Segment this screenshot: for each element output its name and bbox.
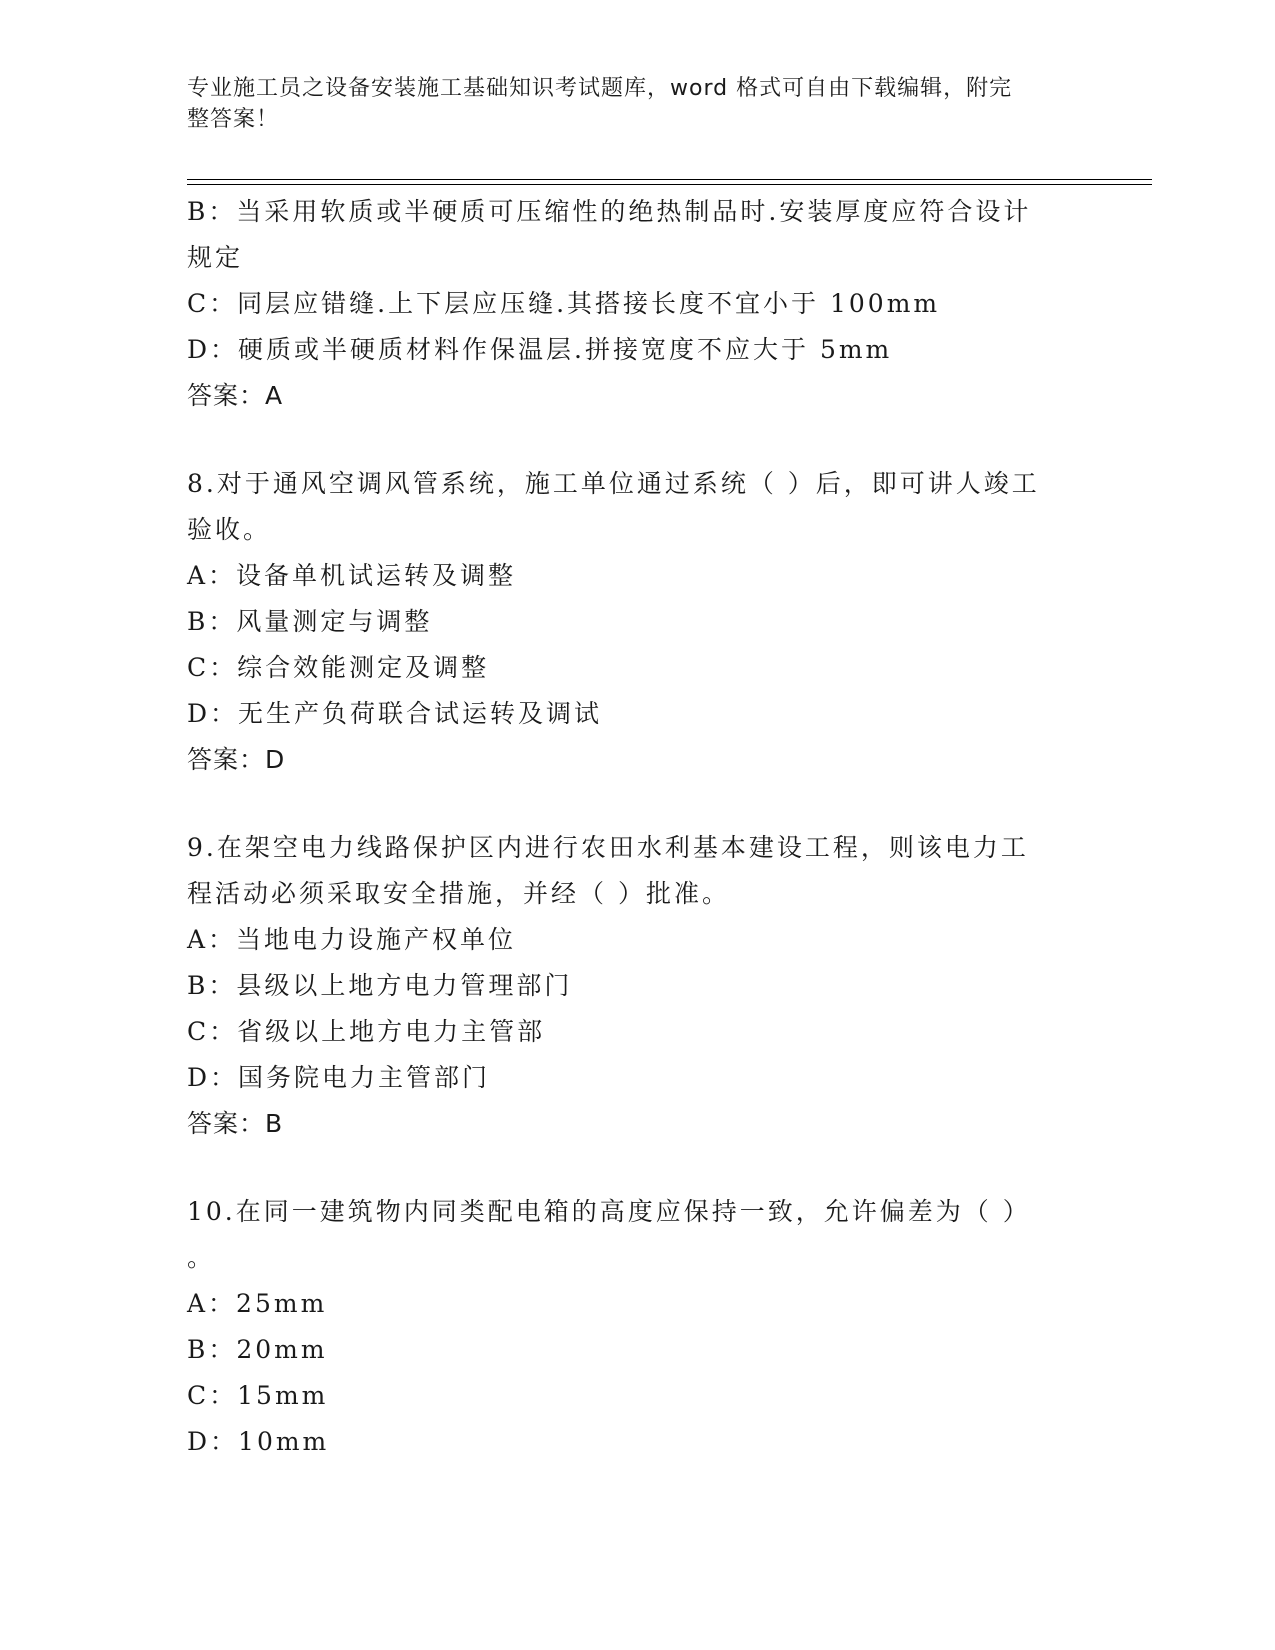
question-9 [187, 825, 1067, 1147]
spacer [187, 419, 1067, 461]
option-b-continued: 规定 [187, 243, 244, 272]
option-c: C：15mm [187, 1381, 329, 1410]
option-b: B：当采用软质或半硬质可压缩性的绝热制品时.安装厚度应符合设计 [187, 197, 1032, 226]
question-10 [187, 1189, 1067, 1465]
document-header [187, 73, 1067, 135]
question-list [187, 189, 1067, 1465]
option-d: D：无生产负荷联合试运转及调试 [187, 699, 603, 728]
option-c: C：同层应错缝.上下层应压缝.其搭接长度不宜小于 100mm [187, 289, 941, 318]
question-7-continued [187, 189, 1067, 419]
option-a: A：当地电力设施产权单位 [187, 925, 517, 954]
question-stem: 10.在同一建筑物内同类配电箱的高度应保持一致，允许偏差为（ ） [187, 1197, 1031, 1226]
header-divider-top [187, 179, 1152, 180]
option-d: D：硬质或半硬质材料作保温层.拼接宽度不应大于 5mm [187, 335, 893, 364]
answer: 答案：A [187, 381, 284, 410]
option-d: D：10mm [187, 1427, 330, 1456]
header-line-1: 专业施工员之设备安装施工基础知识考试题库，word 格式可自由下载编辑，附完 [187, 76, 1013, 101]
question-stem-continued: 程活动必须采取安全措施，并经（ ）批准。 [187, 879, 730, 908]
question-stem: 9.在架空电力线路保护区内进行农田水利基本建设工程，则该电力工 [187, 833, 1029, 862]
option-b: B：风量测定与调整 [187, 607, 433, 636]
option-c: C：省级以上地方电力主管部 [187, 1017, 546, 1046]
question-8 [187, 461, 1067, 783]
option-a: A：设备单机试运转及调整 [187, 561, 517, 590]
question-stem-continued: 验收。 [187, 515, 272, 544]
header-divider-bottom [187, 184, 1152, 185]
spacer [187, 783, 1067, 825]
answer: 答案：B [187, 1109, 284, 1138]
option-b: B：20mm [187, 1335, 328, 1364]
header-line-2: 整答案！ [187, 107, 280, 132]
option-a: A：25mm [187, 1289, 328, 1318]
option-d: D：国务院电力主管部门 [187, 1063, 491, 1092]
option-c: C：综合效能测定及调整 [187, 653, 490, 682]
answer: 答案：D [187, 745, 286, 774]
question-stem-continued: 。 [187, 1243, 216, 1272]
option-b: B：县级以上地方电力管理部门 [187, 971, 573, 1000]
spacer [187, 1147, 1067, 1189]
question-stem: 8.对于通风空调风管系统，施工单位通过系统（ ）后，即可讲人竣工 [187, 469, 1040, 498]
